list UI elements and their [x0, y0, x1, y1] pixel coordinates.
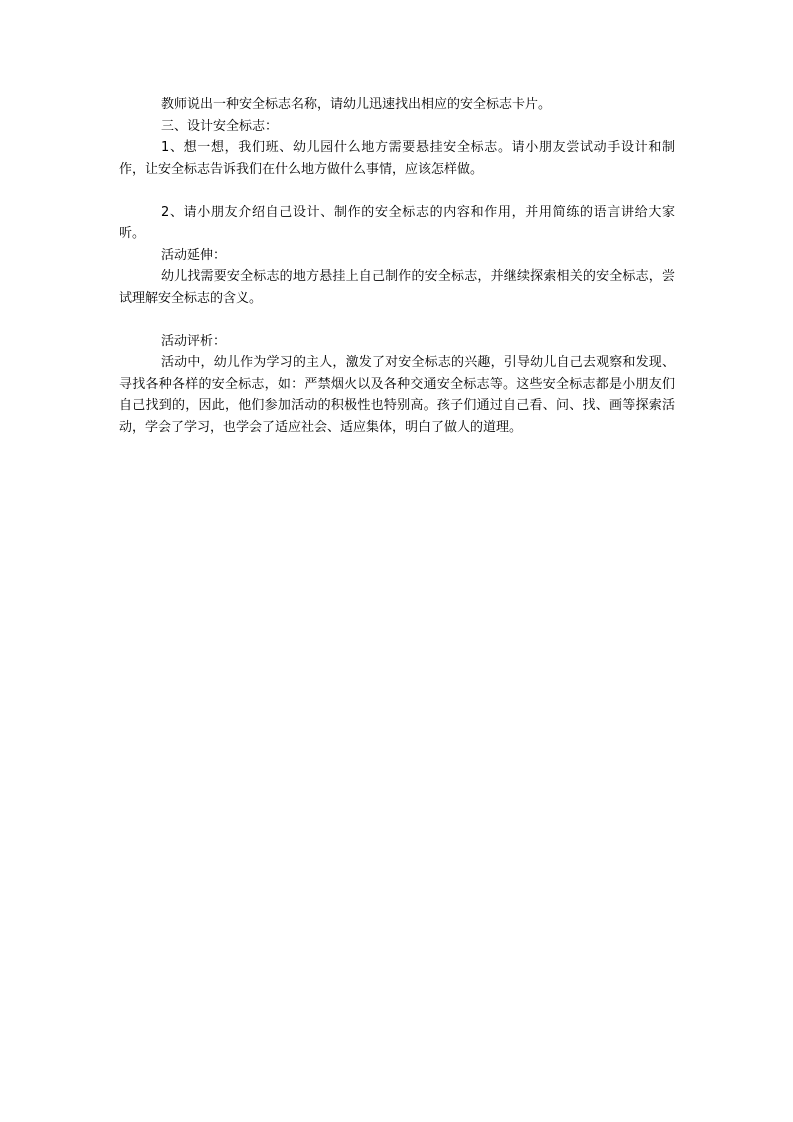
heading-design-safety-signs: 三、设计安全标志： — [161, 118, 279, 134]
paragraph-teacher-instruction: 教师说出一种安全标志名称，请幼儿迅速找出相应的安全标志卡片。 — [161, 97, 552, 112]
heading-activity-review: 活动评析： — [161, 333, 227, 349]
paragraph-extension: 幼儿找需要安全标志的地方悬挂上自己制作的安全标志，并继续探索相关的安全标志，尝试理解安全标志的含义。 — [119, 269, 675, 306]
heading-activity-extension: 活动延伸： — [161, 247, 227, 263]
paragraph-step-2: 2、请小朋友介绍自己设计、制作的安全标志的内容和作用，并用简练的语言讲给大家听。 — [119, 204, 675, 241]
blank-line — [119, 309, 675, 331]
document-body — [119, 94, 675, 438]
paragraph-step-1: 1、想一想，我们班、幼儿园什么地方需要悬挂安全标志。请小朋友尝试动手设计和制作，让安全标志告诉我们在什么地方做什么事情，应该怎样做。 — [119, 140, 675, 177]
blank-line — [119, 180, 675, 202]
paragraph-review: 活动中，幼儿作为学习的主人，激发了对安全标志的兴趣，引导幼儿自己去观察和发现、寻找各种各样的安全标志，如：严禁烟火以及各种交通安全标志等。这些安全标志都是小朋友们自己找到的，因此，他们参加活动的积极性也特别高。孩子们通过自己看、问、找、画等探索活动，学会了学习，也学会了适应社会、适应集体，明白了做人的道理。 — [119, 355, 675, 435]
